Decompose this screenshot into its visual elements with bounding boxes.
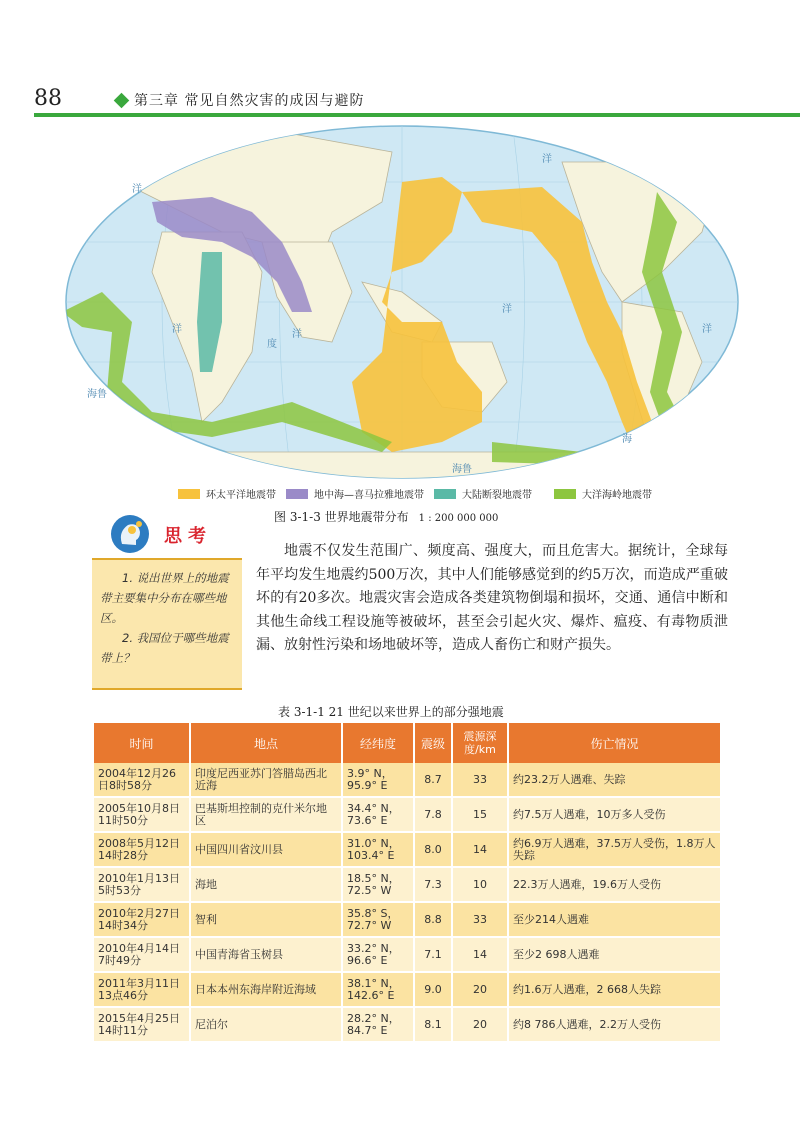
map-label: 海 bbox=[622, 434, 632, 445]
cell-mag: 8.8 bbox=[414, 902, 452, 937]
cell-mag: 8.7 bbox=[414, 763, 452, 797]
cell-depth: 20 bbox=[452, 972, 508, 1007]
map-label: 洋 bbox=[172, 324, 182, 335]
map-label: 洋 bbox=[542, 154, 552, 165]
cell-mag: 7.1 bbox=[414, 937, 452, 972]
table-row bbox=[94, 832, 720, 867]
column-header: 震源深度/km bbox=[452, 723, 508, 763]
table-row bbox=[94, 937, 720, 972]
column-header: 震级 bbox=[414, 723, 452, 763]
table-row bbox=[94, 797, 720, 832]
think-title: 思考 bbox=[164, 526, 212, 547]
legend-item bbox=[286, 486, 424, 501]
think-box bbox=[92, 514, 242, 690]
cell-place: 中国四川省汶川县 bbox=[190, 832, 342, 867]
legend-label: 地中海—喜马拉雅地震带 bbox=[314, 490, 424, 501]
cell-coord: 33.2° N，96.6° E bbox=[342, 937, 414, 972]
diamond-icon bbox=[114, 93, 130, 109]
cell-casualty: 约6.9万人遇难，37.5万人受伤，1.8万人失踪 bbox=[508, 832, 720, 867]
column-header: 经纬度 bbox=[342, 723, 414, 763]
cell-casualty: 至少214人遇难 bbox=[508, 902, 720, 937]
cell-coord: 3.9° N，95.9° E bbox=[342, 763, 414, 797]
table-row bbox=[94, 902, 720, 937]
cell-mag: 7.3 bbox=[414, 867, 452, 902]
map-label: 海鲁 bbox=[87, 389, 107, 400]
world-seismic-map bbox=[62, 122, 742, 482]
table-row bbox=[94, 867, 720, 902]
cell-mag: 7.8 bbox=[414, 797, 452, 832]
table-row bbox=[94, 763, 720, 797]
cell-place: 海地 bbox=[190, 867, 342, 902]
think-top-rule bbox=[92, 558, 242, 560]
column-header: 伤亡情况 bbox=[508, 723, 720, 763]
table-title: 表 3-1-1 21 世纪以来世界上的部分强地震 bbox=[278, 705, 504, 719]
legend-swatch bbox=[286, 489, 308, 499]
cell-depth: 10 bbox=[452, 867, 508, 902]
map-label: 度 bbox=[267, 339, 277, 350]
earthquake-table bbox=[94, 723, 720, 1043]
map-label: 洋 bbox=[292, 329, 302, 340]
cell-depth: 20 bbox=[452, 1007, 508, 1042]
table-row bbox=[94, 972, 720, 1007]
cell-coord: 34.4° N，73.6° E bbox=[342, 797, 414, 832]
map-label: 洋 bbox=[132, 184, 142, 195]
cell-mag: 9.0 bbox=[414, 972, 452, 1007]
page-number: 88 bbox=[34, 86, 62, 111]
legend-label: 大洋海岭地震带 bbox=[582, 490, 652, 501]
cell-depth: 15 bbox=[452, 797, 508, 832]
cell-casualty: 约7.5万人遇难，10万多人受伤 bbox=[508, 797, 720, 832]
legend-label: 环太平洋地震带 bbox=[206, 490, 276, 501]
cell-casualty: 约23.2万人遇难、失踪 bbox=[508, 763, 720, 797]
map-label: 洋 bbox=[502, 304, 512, 315]
column-header: 地点 bbox=[190, 723, 342, 763]
cell-coord: 38.1° N，142.6° E bbox=[342, 972, 414, 1007]
cell-time: 2010年2月27日14时34分 bbox=[94, 902, 190, 937]
cell-depth: 14 bbox=[452, 832, 508, 867]
table-header-row bbox=[94, 723, 720, 763]
think-questions bbox=[100, 568, 236, 668]
map-label: 洋 bbox=[702, 324, 712, 335]
figure-caption-text: 图 3-1-3 世界地震带分布 bbox=[274, 510, 409, 524]
cell-coord: 18.5° N，72.5° W bbox=[342, 867, 414, 902]
cell-place: 智利 bbox=[190, 902, 342, 937]
thinking-head-icon bbox=[110, 514, 150, 554]
map-label: 海鲁 bbox=[452, 464, 472, 475]
map-legend bbox=[178, 486, 678, 500]
cell-mag: 8.1 bbox=[414, 1007, 452, 1042]
cell-place: 日本本州东海岸附近海域 bbox=[190, 972, 342, 1007]
legend-item bbox=[178, 486, 276, 501]
cell-time: 2011年3月11日13点46分 bbox=[94, 972, 190, 1007]
cell-casualty: 22.3万人遇难，19.6万人受伤 bbox=[508, 867, 720, 902]
table-row bbox=[94, 1007, 720, 1042]
cell-casualty: 约8 786人遇难，2.2万人受伤 bbox=[508, 1007, 720, 1042]
map-svg bbox=[62, 122, 742, 482]
header-rule bbox=[34, 113, 800, 117]
cell-coord: 31.0° N，103.4° E bbox=[342, 832, 414, 867]
cell-mag: 8.0 bbox=[414, 832, 452, 867]
cell-time: 2005年10月8日11时50分 bbox=[94, 797, 190, 832]
legend-swatch bbox=[434, 489, 456, 499]
think-bottom-rule bbox=[92, 688, 242, 690]
cell-depth: 14 bbox=[452, 937, 508, 972]
cell-depth: 33 bbox=[452, 902, 508, 937]
cell-place: 巴基斯坦控制的克什米尔地区 bbox=[190, 797, 342, 832]
legend-label: 大陆断裂地震带 bbox=[462, 490, 532, 501]
cell-time: 2004年12月26日8时58分 bbox=[94, 763, 190, 797]
cell-depth: 33 bbox=[452, 763, 508, 797]
page-header bbox=[34, 86, 800, 116]
think-question-1: 1. 说出世界上的地震带主要集中分布在哪些地区。 bbox=[100, 571, 229, 625]
cell-time: 2015年4月25日14时11分 bbox=[94, 1007, 190, 1042]
cell-casualty: 至少2 698人遇难 bbox=[508, 937, 720, 972]
body-paragraph: 地震不仅发生范围广、频度高、强度大，而且危害大。据统计，全球每年平均发生地震约500万次，其中人们能够感觉到的约5万次，而造成严重破坏的有20多次。地震灾害会造成各类建筑物倒塌和损坏，交通、通信中断和其他生命线工程设施等被破坏，甚至会引起火灾、爆炸、瘟疫、有毒物质泄漏、放射性污染和场地破坏等，造成人畜伤亡和财产损失。 bbox=[256, 543, 728, 653]
figure-scale: 1 : 200 000 000 bbox=[418, 513, 499, 524]
cell-time: 2010年1月13日5时53分 bbox=[94, 867, 190, 902]
cell-time: 2008年5月12日14时28分 bbox=[94, 832, 190, 867]
cell-place: 印度尼西亚苏门答腊岛西北近海 bbox=[190, 763, 342, 797]
cell-time: 2010年4月14日7时49分 bbox=[94, 937, 190, 972]
cell-coord: 28.2° N，84.7° E bbox=[342, 1007, 414, 1042]
cell-coord: 35.8° S，72.7° W bbox=[342, 902, 414, 937]
think-question-2: 2. 我国位于哪些地震带上？ bbox=[100, 631, 229, 665]
legend-item bbox=[554, 486, 652, 501]
cell-place: 尼泊尔 bbox=[190, 1007, 342, 1042]
cell-casualty: 约1.6万人遇难，2 668人失踪 bbox=[508, 972, 720, 1007]
legend-swatch bbox=[554, 489, 576, 499]
legend-swatch bbox=[178, 489, 200, 499]
column-header: 时间 bbox=[94, 723, 190, 763]
cell-place: 中国青海省玉树县 bbox=[190, 937, 342, 972]
figure-caption bbox=[274, 508, 498, 525]
chapter-title: 第三章 常见自然灾害的成因与避防 bbox=[134, 93, 365, 109]
legend-item bbox=[434, 486, 532, 501]
